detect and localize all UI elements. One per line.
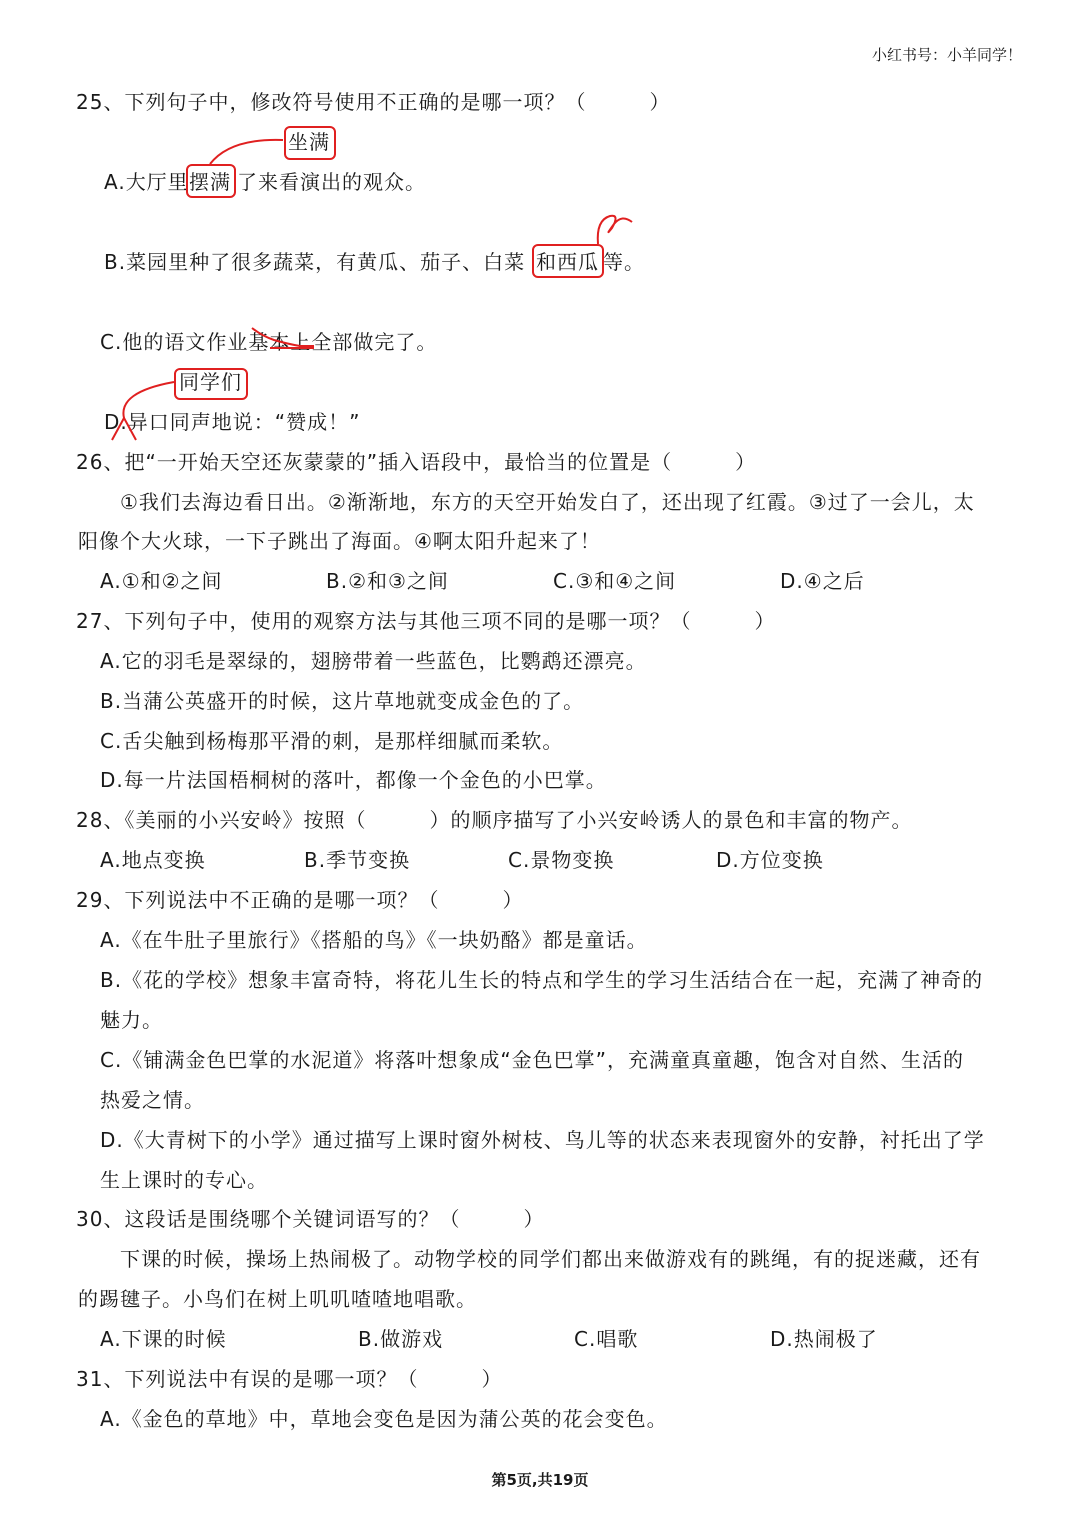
q27-option-a: A.它的羽毛是翠绿的，翅膀带着一些蓝色，比鹦鹉还漂亮。	[100, 649, 647, 673]
q26-stem: 26、把“一开始天空还灰蒙蒙的”插入语段中，最恰当的位置是（ ）	[76, 450, 757, 474]
q29-option-b-line-1: B.《花的学校》想象丰富奇特，将花儿生长的特点和学生的学习生活结合在一起，充满了神奇的	[100, 968, 984, 992]
q26-option-c: C.③和④之间	[553, 569, 677, 593]
q29-option-a: A.《在牛肚子里旅行》《搭船的鸟》《一块奶酪》都是童话。	[100, 928, 648, 952]
q25-option-a-suffix: 了来看演出的观众。	[237, 170, 426, 194]
q25-option-b-prefix: B.菜园里种了很多蔬菜，有黄瓜、茄子、白菜	[104, 250, 526, 274]
q29-stem: 29、下列说法中不正确的是哪一项？（ ）	[76, 888, 524, 912]
q30-passage-line-2: 的踢毽子。小鸟们在树上叽叽喳喳地唱歌。	[78, 1287, 477, 1311]
q28-option-b: B.季节变换	[304, 848, 411, 872]
q31-stem: 31、下列说法中有误的是哪一项？（ ）	[76, 1367, 503, 1391]
q28-option-c: C.景物变换	[508, 848, 615, 872]
q26-passage-line-2: 阳像个大火球，一下子跳出了海面。④啊太阳升起来了！	[78, 529, 601, 553]
q25-option-a-boxed: 摆满	[189, 170, 231, 194]
q26-option-a: A.①和②之间	[100, 569, 223, 593]
q30-option-b: B.做游戏	[358, 1327, 444, 1351]
q29-option-c-line-1: C.《铺满金色巴掌的水泥道》将落叶想象成“金色巴掌”，充满童真童趣，饱含对自然、生活的	[100, 1048, 965, 1072]
q25-option-d: D.异口同声地说：“赞成！”	[104, 410, 361, 434]
q29-option-d-line-1: D.《大青树下的小学》通过描写上课时窗外树枝、鸟儿等的状态来表现窗外的安静，衬托出了学	[100, 1128, 985, 1152]
q28-stem: 28、《美丽的小兴安岭》按照（ ）的顺序描写了小兴安岭诱人的景色和丰富的物产。	[76, 808, 913, 832]
q25-a-connector-line	[210, 140, 283, 164]
q25-d-insert-text: 同学们	[179, 370, 242, 394]
q30-option-d: D.热闹极了	[770, 1327, 878, 1351]
q27-option-c: C.舌尖触到杨梅那平滑的刺，是那样细腻而柔软。	[100, 729, 564, 753]
q27-stem: 27、下列句子中，使用的观察方法与其他三项不同的是哪一项？（ ）	[76, 609, 776, 633]
q26-passage-line-1: ①我们去海边看日出。②渐渐地，东方的天空开始发白了，还出现了红霞。③过了一会儿，太	[120, 490, 975, 514]
q25-option-a-prefix: A.大厅里	[104, 170, 189, 194]
q25-a-insert-text: 坐满	[288, 130, 330, 154]
q26-option-d: D.④之后	[780, 569, 865, 593]
account-watermark: 小红书号：小羊同学！	[871, 46, 1022, 64]
q30-passage-line-1: 下课的时候，操场上热闹极了。动物学校的同学们都出来做游戏有的跳绳，有的捉迷藏，还有	[120, 1247, 981, 1271]
q29-option-b-line-2: 魅力。	[100, 1008, 163, 1032]
q30-option-a: A.下课的时候	[100, 1327, 227, 1351]
q29-option-d-line-2: 生上课时的专心。	[100, 1168, 268, 1192]
q30-stem: 30、这段话是围绕哪个关键词语写的？（ ）	[76, 1207, 545, 1231]
page-number: 第5页,共19页	[491, 1471, 589, 1489]
q25-option-b-boxed: 和西瓜	[536, 250, 599, 274]
q29-option-c-line-2: 热爱之情。	[100, 1088, 205, 1112]
q27-option-b: B.当蒲公英盛开的时候，这片草地就变成金色的了。	[100, 689, 585, 713]
q25-option-c: C.他的语文作业基本上全部做完了。	[100, 330, 438, 354]
q30-option-c: C.唱歌	[574, 1327, 639, 1351]
q25-b-loop-mark	[598, 216, 632, 244]
q28-option-a: A.地点变换	[100, 848, 206, 872]
q31-option-a: A.《金色的草地》中，草地会变色是因为蒲公英的花会变色。	[100, 1407, 668, 1431]
q27-option-d: D.每一片法国梧桐树的落叶，都像一个金色的小巴掌。	[100, 768, 607, 792]
q25-option-b-suffix: 等。	[603, 250, 645, 274]
q26-option-b: B.②和③之间	[326, 569, 449, 593]
q28-option-d: D.方位变换	[716, 848, 824, 872]
q25-stem: 25、下列句子中，修改符号使用不正确的是哪一项？（ ）	[76, 90, 671, 114]
